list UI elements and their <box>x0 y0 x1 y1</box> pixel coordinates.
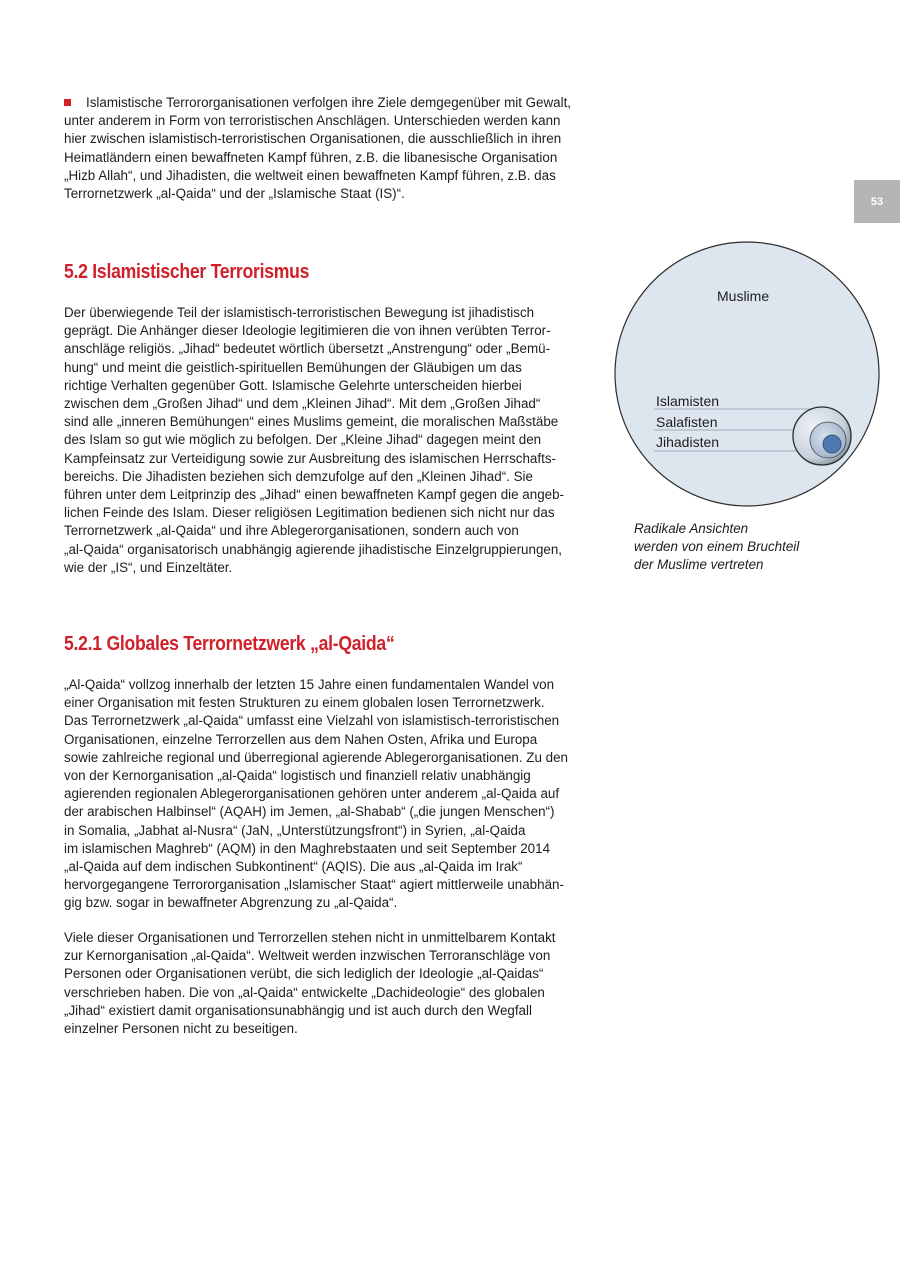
diagram-caption: Radikale Ansichten werden von einem Bruchteil der Muslime vertreten <box>634 521 800 573</box>
label-salafisten: Salafisten <box>656 414 718 430</box>
section-5-2-1-body-1: „Al-Qaida“ vollzog innerhalb der letzten 15 Jahre einen fundamentalen Wandel von einer Organisation mit festen Strukturen zu einem globalen losen Terrornetzwerk. Das Terrornetzwerk „al-Qaida“ umfasst eine Vielzahl von islamistisch-terroristischen Organisationen, einzelne Terrorzellen aus dem Nahen Osten, Afrika und Europa sowie zahlreiche regional und überregional agierende Ablegerorganisationen. Zu den von der Kernorganisation „al-Qaida“ logistisch und finanziell relativ unabhängig agierenden regionalen Ablegerorganisationen gehören unter anderem „al-Qaida auf der arabischen Halbinsel“ (AQAH) im Jemen, „al-Shabab“ („die jungen Menschen“) in Somalia, „Jabhat al-Nusra“ (JaN, „Unterstützungsfront“) in Syrien, „al-Qaida im islamischen Maghreb“ (AQM) in den Maghrebstaaten und seit September 2014 „al-Qaida auf dem indischen Subkontinent“ (AQIS). Die aus „al-Qaida im Irak“ hervorgegangene Terrororganisation „Islamischer Staat“ agiert mittlerweile unabhän- gig bzw. sogar in bewaffneter Abgrenzung zu „al-Qaida“. <box>64 677 568 911</box>
label-jihadisten: Jihadisten <box>656 434 720 450</box>
page-number-tab <box>854 180 900 223</box>
jihadisten-circle <box>823 435 841 453</box>
section-heading-5-2: 5.2 Islamistischer Terrorismus <box>64 261 310 283</box>
section-5-2-1-body-2: Viele dieser Organisationen und Terrorzellen stehen nicht in unmittelbarem Kontakt zur Kernorganisation „al-Qaida“. Weltweit werden inzwischen Terroranschläge von Personen oder Organisationen verübt, die sich lediglich der Ideologie „al-Qaidas“ verschrieben haben. Die von „al-Qaida“ entwickelte „Dachideologie“ des globalen „Jihad“ existiert damit organisationsunabhängig und ist auch durch den Wegfall einzelner Personen nicht zu beseitigen. <box>64 930 556 1037</box>
section-5-2-body: Der überwiegende Teil der islamistisch-terroristischen Bewegung ist jihadistisch geprägt. Die Anhänger dieser Ideologie legitimieren die von ihnen verübten Terror- anschläge religiös. „Jihad“ bedeutet wörtlich übersetzt „Anstrengung“ oder „Bemü- hung“ und meint die geistlich-spirituellen Bemühungen der Gläubigen um das richtige Verhalten gegenüber Gott. Islamische Gelehrte unterscheiden hierbei zwischen dem „Großen Jihad“ und dem „Kleinen Jihad“. Mit dem „Großen Jihad“ sind alle „inneren Bemühungen“ eines Muslims gemeint, die moralischen Maßstäbe des Islam so gut wie möglich zu befolgen. Der „Kleine Jihad“ dagegen meint den Kampfeinsatz zur Verteidigung sowie zur Ausbreitung des islamischen Herrschafts- bereichs. Die Jihadisten beziehen sich demzufolge auf den „Kleinen Jihad“. Sie führen unter dem Leitprinzip des „Jihad“ einen bewaffneten Kampf gegen die angeb- lichen Feinde des Islam. Dieser religiösen Legitimation bedienen sich nicht nur das Terrornetzwerk „al-Qaida“ und ihre Ablegerorganisationen, sondern auch von „al-Qaida“ organisatorisch unabhängig agierende jihadistische Einzelgruppierungen, wie der „IS“, und Einzeltäter. <box>64 305 565 575</box>
page-number: 53 <box>870 195 884 208</box>
bullet-paragraph: Islamistische Terrororganisationen verfolgen ihre Ziele demgegenüber mit Gewalt, unter anderem in Form von terroristischen Anschlägen. Unterschieden werden kann hier zwischen islamistisch-terroristischen Organisationen, die ausschließlich in ihren Heimatländern einen bewaffneten Kampf führen, z.B. die libanesische Organisation „Hizb Allah“, und Jihadisten, die weltweit einen bewaffneten Kampf führen, z.B. das Terrornetzwerk „al-Qaida“ und der „Islamische Staat (IS)“. <box>64 95 572 202</box>
muslim-circle-diagram <box>608 238 888 510</box>
label-muslime: Muslime <box>717 288 770 304</box>
label-islamisten: Islamisten <box>656 393 720 409</box>
muslime-circle <box>615 242 879 506</box>
section-heading-5-2-1: 5.2.1 Globales Terrornetzwerk „al-Qaida“ <box>64 633 395 655</box>
